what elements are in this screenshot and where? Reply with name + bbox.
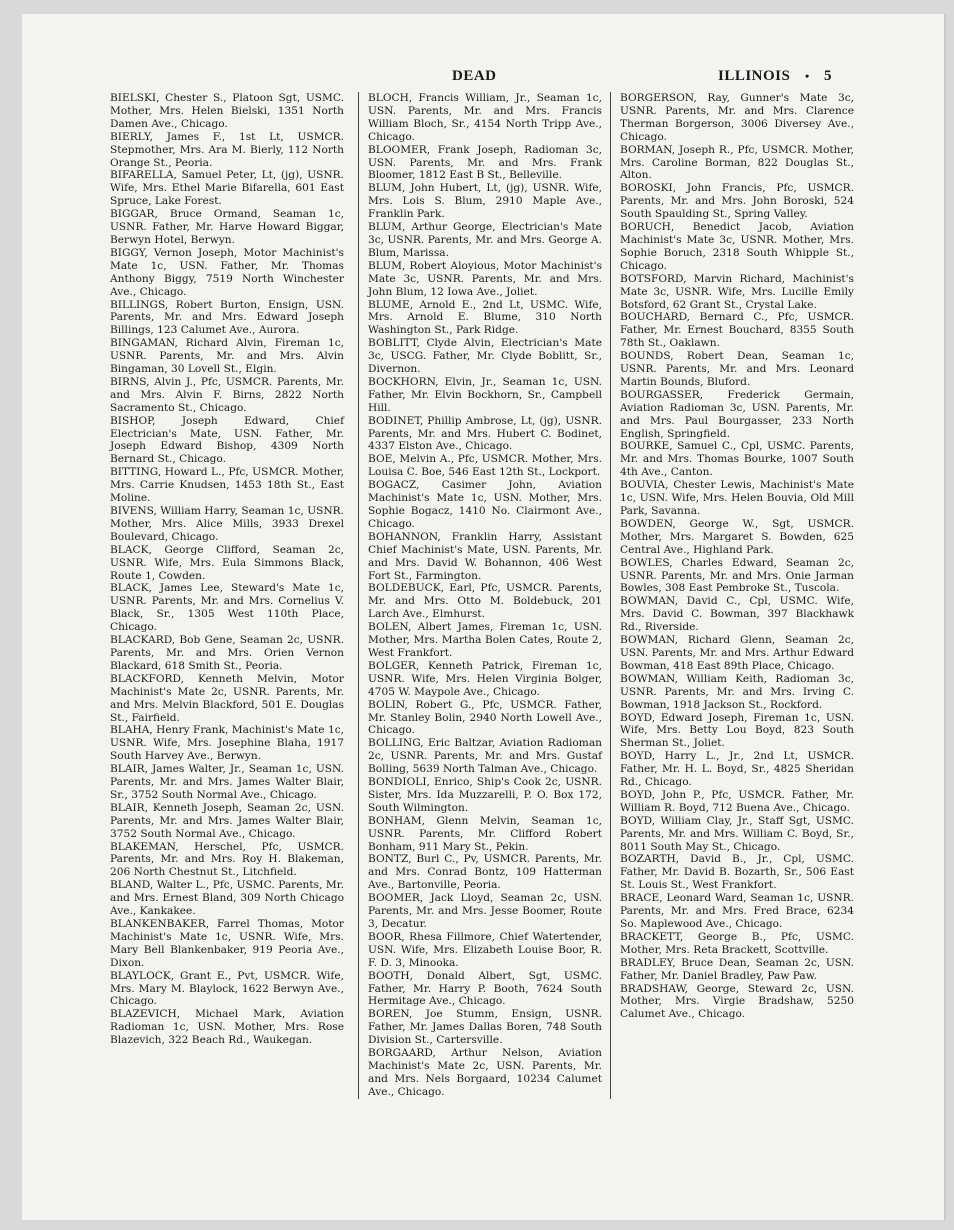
casualty-entry: BOTSFORD, Marvin Richard, Machinist's Mate 3c, USNR. Wife, Mrs. Lucille Emily Botsford, 62 Grant St., Crystal Lake. [620, 272, 854, 311]
casualty-entry: BISHOP, Joseph Edward, Chief Electrician's Mate, USN. Father, Mr. Joseph Edward Bishop, 4309 North Bernard St., Chicago. [110, 414, 344, 466]
casualty-entry: BOOR, Rhesa Fillmore, Chief Watertender, USN. Wife, Mrs. Elizabeth Louise Boor, R. F. D. 3, Minooka. [368, 930, 602, 969]
casualty-entry: BLOCH, Francis William, Jr., Seaman 1c, USN. Parents, Mr. and Mrs. Francis William Bloch, Sr., 4154 North Tripp Ave., Chicago. [368, 92, 602, 143]
section-title: DEAD [452, 68, 497, 84]
casualty-entry: BONDIOLI, Enrico, Ship's Cook 2c, USNR. Sister, Mrs. Ida Muzzarelli, P. O. Box 172, South Wilmington. [368, 776, 602, 814]
casualty-entry: BLAKEMAN, Herschel, Pfc, USMCR. Parents, Mr. and Mrs. Roy H. Blakeman, 206 North Chestnut St., Litchfield. [110, 840, 344, 879]
casualty-entry: BORGAARD, Arthur Nelson, Aviation Machinist's Mate 2c, USN. Parents, Mr. and Mrs. Nels Borgaard, 10234 Calumet Ave., Chicago. [368, 1047, 602, 1098]
casualty-entry: BOYD, Edward Joseph, Fireman 1c, USN. Wife, Mrs. Betty Lou Boyd, 823 South Sherman St., Joliet. [620, 711, 854, 750]
casualty-entry: BLAZEVICH, Michael Mark, Aviation Radioman 1c, USN. Mother, Mrs. Rose Blazevich, 322 Beach Rd., Waukegan. [110, 1008, 344, 1047]
casualty-entry: BLACK, George Clifford, Seaman 2c, USNR. Wife, Mrs. Eula Simmons Black, Route 1, Cowden. [110, 543, 344, 582]
casualty-entry: BIRNS, Alvin J., Pfc, USMCR. Parents, Mr. and Mrs. Alvin F. Birns, 2822 North Sacramento St., Chicago. [110, 375, 344, 414]
casualty-entry: BLOOMER, Frank Joseph, Radioman 3c, USN. Parents, Mr. and Mrs. Frank Bloomer, 1812 East B St., Belleville. [368, 143, 602, 182]
casualty-entry: BOE, Melvin A., Pfc, USMCR. Mother, Mrs. Louisa C. Boe, 546 East 12th St., Lockport. [368, 453, 602, 479]
casualty-entry: BIERLY, James F., 1st Lt, USMCR. Stepmother, Mrs. Ara M. Bierly, 112 North Orange St., Peoria. [110, 130, 344, 169]
casualty-entry: BLACKFORD, Kenneth Melvin, Motor Machinist's Mate 2c, USNR. Parents, Mr. and Mrs. Melvin Blackford, 501 E. Douglas St., Fairfield. [110, 672, 344, 724]
casualty-entry: BLUME, Arnold E., 2nd Lt, USMC. Wife, Mrs. Arnold E. Blume, 310 North Washington St., Park Ridge. [368, 298, 602, 337]
casualty-entry: BRADSHAW, George, Steward 2c, USN. Mother, Mrs. Virgie Bradshaw, 5250 Calumet Ave., Chicago. [620, 982, 854, 1021]
casualty-entry: BOZARTH, David B., Jr., Cpl, USMC. Father, Mr. David B. Bozarth, Sr., 506 East St. Louis St., West Frankfort. [620, 853, 854, 892]
casualty-entry: BOUNDS, Robert Dean, Seaman 1c, USNR. Parents, Mr. and Mrs. Leonard Martin Bounds, Bluford. [620, 350, 854, 388]
casualty-entry: BLAYLOCK, Grant E., Pvt, USMCR. Wife, Mrs. Mary M. Blaylock, 1622 Berwyn Ave., Chicago. [110, 969, 344, 1008]
casualty-entry: BOURGASSER, Frederick Germain, Aviation Radioman 3c, USN. Parents, Mr. and Mrs. Paul Bourgasser, 233 North English, Springfield. [620, 388, 854, 440]
casualty-entry: BLACKARD, Bob Gene, Seaman 2c, USNR. Parents, Mr. and Mrs. Orien Vernon Blackard, 618 Smith St., Peoria. [110, 634, 344, 672]
casualty-entry: BOCKHORN, Elvin, Jr., Seaman 1c, USN. Father, Mr. Elvin Bockhorn, Sr., Campbell Hill. [368, 375, 602, 414]
column-3 [620, 92, 854, 1099]
casualty-entry: BOOTH, Donald Albert, Sgt, USMC. Father, Mr. Harry P. Booth, 7624 South Hermitage Ave., Chicago. [368, 969, 602, 1008]
casualty-entry: BOWMAN, Richard Glenn, Seaman 2c, USN. Parents, Mr. and Mrs. Arthur Edward Bowman, 418 East 89th Place, Chicago. [620, 634, 854, 672]
casualty-entry: BLAIR, Kenneth Joseph, Seaman 2c, USN. Parents, Mr. and Mrs. James Walter Blair, 3752 South Normal Ave., Chicago. [110, 801, 344, 840]
casualty-entry: BONTZ, Burl C., Pv, USMCR. Parents, Mr. and Mrs. Conrad Bontz, 109 Hatterman Ave., Bartonville, Peoria. [368, 853, 602, 892]
casualty-entry: BORGERSON, Ray, Gunner's Mate 3c, USNR. Parents, Mr. and Mrs. Clarence Therman Borgerson, 3006 Diversey Ave., Chicago. [620, 92, 854, 143]
column-2 [368, 92, 602, 1099]
casualty-entry: BRACE, Leonard Ward, Seaman 1c, USNR. Parents, Mr. and Mrs. Fred Brace, 6234 So. Maplewood Ave., Chicago. [620, 892, 854, 930]
columns [110, 92, 854, 1099]
casualty-entry: BIFARELLA, Samuel Peter, Lt, (jg), USNR. Wife, Mrs. Ethel Marie Bifarella, 601 East Spruce, Lake Forest. [110, 169, 344, 208]
casualty-entry: BOUVIA, Chester Lewis, Machinist's Mate 1c, USN. Wife, Mrs. Helen Bouvia, Old Mill Park, Savanna. [620, 479, 854, 517]
casualty-entry: BOOMER, Jack Lloyd, Seaman 2c, USN. Parents, Mr. and Mrs. Jesse Boomer, Route 3, Decatur. [368, 892, 602, 930]
casualty-entry: BITTING, Howard L., Pfc, USMCR. Mother, Mrs. Carrie Knudsen, 1453 18th St., East Moline. [110, 466, 344, 505]
casualty-entry: BINGAMAN, Richard Alvin, Fireman 1c, USNR. Parents, Mr. and Mrs. Alvin Bingaman, 30 Lovell St., Elgin. [110, 337, 344, 376]
column-divider [358, 92, 359, 1099]
casualty-entry: BLACK, James Lee, Steward's Mate 1c, USNR. Parents, Mr. and Mrs. Cornelius V. Black, Sr., 1305 West 110th Place, Chicago. [110, 582, 344, 634]
casualty-entry: BLUM, John Hubert, Lt, (jg), USNR. Wife, Mrs. Lois S. Blum, 2910 Maple Ave., Franklin Park. [368, 182, 602, 221]
casualty-entry: BOWMAN, David C., Cpl, USMC. Wife, Mrs. David C. Bowman, 397 Blackhawk Rd., Riverside. [620, 595, 854, 634]
casualty-entry: BOYD, Harry L., Jr., 2nd Lt, USMCR. Father, Mr. H. L. Boyd, Sr., 4825 Sheridan Rd., Chicago. [620, 750, 854, 789]
casualty-entry: BOYD, William Clay, Jr., Staff Sgt, USMC. Parents, Mr. and Mrs. William C. Boyd, Sr., 8011 South May St., Chicago. [620, 814, 854, 853]
casualty-entry: BORUCH, Benedict Jacob, Aviation Machinist's Mate 3c, USNR. Mother, Mrs. Sophie Boruch, 2318 South Whipple St., Chicago. [620, 221, 854, 272]
casualty-entry: BILLINGS, Robert Burton, Ensign, USN. Parents, Mr. and Mrs. Edward Joseph Billings, 123 Calumet Ave., Aurora. [110, 298, 344, 337]
casualty-entry: BODINET, Phillip Ambrose, Lt, (jg), USNR. Parents, Mr. and Mrs. Hubert C. Bodinet, 4337 Elston Ave., Chicago. [368, 414, 602, 453]
header-bullet: • [805, 69, 810, 83]
casualty-entry: BOREN, Joe Stumm, Ensign, USNR. Father, Mr. James Dallas Boren, 748 South Division St., Cartersville. [368, 1008, 602, 1047]
casualty-entry: BOWDEN, George W., Sgt, USMCR. Mother, Mrs. Margaret S. Bowden, 625 Central Ave., Highland Park. [620, 517, 854, 556]
casualty-entry: BLUM, Robert Aloyious, Motor Machinist's Mate 3c, USNR. Parents, Mr. and Mrs. John Blum, 12 Iowa Ave., Joliet. [368, 259, 602, 298]
state-name: ILLINOIS [718, 68, 791, 84]
casualty-entry: BIVENS, William Harry, Seaman 1c, USNR. Mother, Mrs. Alice Mills, 3933 Drexel Boulevard, Chicago. [110, 505, 344, 543]
casualty-entry: BOLGER, Kenneth Patrick, Fireman 1c, USNR. Wife, Mrs. Helen Virginia Bolger, 4705 W. Maypole Ave., Chicago. [368, 659, 602, 698]
casualty-entry: BIGGY, Vernon Joseph, Motor Machinist's Mate 1c, USN. Father, Mr. Thomas Anthony Biggy, 7519 North Winchester Ave., Chicago. [110, 246, 344, 298]
casualty-entry: BORMAN, Joseph R., Pfc, USMCR. Mother, Mrs. Caroline Borman, 822 Douglas St., Alton. [620, 143, 854, 182]
casualty-entry: BLUM, Arthur George, Electrician's Mate 3c, USNR. Parents, Mr. and Mrs. George A. Blum, Marissa. [368, 221, 602, 259]
casualty-entry: BOLIN, Robert G., Pfc, USMCR. Father, Mr. Stanley Bolin, 2940 North Lowell Ave., Chicago. [368, 698, 602, 737]
column-1 [110, 92, 344, 1099]
casualty-entry: BOLDEBUCK, Earl, Pfc, USMCR. Parents, Mr. and Mrs. Otto M. Boldebuck, 201 Larch Ave., Elmhurst. [368, 582, 602, 621]
casualty-entry: BIGGAR, Bruce Ormand, Seaman 1c, USNR. Father, Mr. Harve Howard Biggar, Berwyn Hotel, Berwyn. [110, 208, 344, 246]
column-divider [610, 92, 611, 1099]
casualty-entry: BLANKENBAKER, Farrel Thomas, Motor Machinist's Mate 1c, USNR. Wife, Mrs. Mary Bell Blankenbaker, 919 Peoria Ave., Dixon. [110, 918, 344, 969]
casualty-entry: BOUCHARD, Bernard C., Pfc, USMCR. Father, Mr. Ernest Bouchard, 8355 South 78th St., Oaklawn. [620, 311, 854, 350]
casualty-entry: BIELSKI, Chester S., Platoon Sgt, USMC. Mother, Mrs. Helen Bielski, 1351 North Damen Ave., Chicago. [110, 92, 344, 130]
casualty-entry: BOROSKI, John Francis, Pfc, USMCR. Parents, Mr. and Mrs. John Boroski, 524 South Spaulding St., Spring Valley. [620, 182, 854, 221]
casualty-entry: BOURKE, Samuel C., Cpl, USMC. Parents, Mr. and Mrs. Thomas Bourke, 1007 South 4th Ave., Canton. [620, 440, 854, 479]
casualty-entry: BLAHA, Henry Frank, Machinist's Mate 1c, USNR. Wife, Mrs. Josephine Blaha, 1917 South Harvey Ave., Berwyn. [110, 724, 344, 763]
page-number: 5 [824, 68, 832, 84]
casualty-entry: BLAIR, James Walter, Jr., Seaman 1c, USN. Parents, Mr. and Mrs. James Walter Blair, Sr., 3752 South Normal Ave., Chicago. [110, 763, 344, 801]
casualty-entry: BOWLES, Charles Edward, Seaman 2c, USNR. Parents, Mr. and Mrs. Onie Jarman Bowles, 308 East Pembroke St., Tuscola. [620, 556, 854, 595]
casualty-entry: BOLLING, Eric Baltzar, Aviation Radioman 2c, USNR. Parents, Mr. and Mrs. Gustaf Bolling, 5639 North Talman Ave., Chicago. [368, 737, 602, 776]
casualty-entry: BOGACZ, Casimer John, Aviation Machinist's Mate 1c, USN. Mother, Mrs. Sophie Bogacz, 1410 No. Clairmont Ave., Chicago. [368, 479, 602, 530]
casualty-entry: BOHANNON, Franklin Harry, Assistant Chief Machinist's Mate, USN. Parents, Mr. and Mrs. David W. Bohannon, 406 West Fort St., Farmington. [368, 530, 602, 582]
casualty-entry: BONHAM, Glenn Melvin, Seaman 1c, USNR. Parents, Mr. Clifford Robert Bonham, 911 Mary St., Pekin. [368, 814, 602, 853]
casualty-entry: BOBLITT, Clyde Alvin, Electrician's Mate 3c, USCG. Father, Mr. Clyde Boblitt, Sr., Divernon. [368, 337, 602, 376]
casualty-entry: BOYD, John P., Pfc, USMCR. Father, Mr. William R. Boyd, 712 Buena Ave., Chicago. [620, 788, 854, 814]
casualty-entry: BRADLEY, Bruce Dean, Seaman 2c, USN. Father, Mr. Daniel Bradley, Paw Paw. [620, 956, 854, 982]
casualty-entry: BRACKETT, George B., Pfc, USMC. Mother, Mrs. Reta Brackett, Scottville. [620, 930, 854, 956]
casualty-entry: BLAND, Walter L., Pfc, USMC. Parents, Mr. and Mrs. Ernest Bland, 309 North Chicago Ave., Kankakee. [110, 879, 344, 918]
casualty-entry: BOLEN, Albert James, Fireman 1c, USN. Mother, Mrs. Martha Bolen Cates, Route 2, West Frankfort. [368, 621, 602, 659]
casualty-entry: BOWMAN, William Keith, Radioman 3c, USNR. Parents, Mr. and Mrs. Irving C. Bowman, 1918 Jackson St., Rockford. [620, 672, 854, 711]
document-page [22, 14, 946, 1220]
